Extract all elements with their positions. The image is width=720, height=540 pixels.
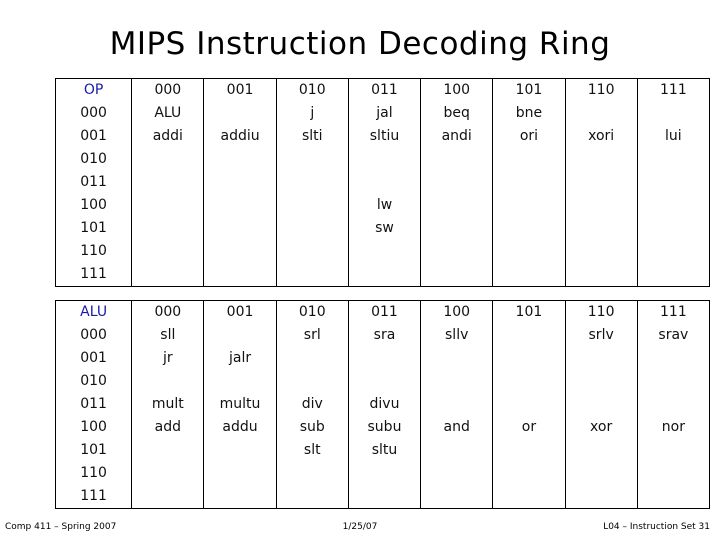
alu-cell: [276, 485, 348, 509]
opcode-cell: sltiu: [348, 125, 420, 148]
alu-cell: [421, 462, 493, 485]
alu-row: [56, 485, 710, 509]
opcode-cell: [493, 194, 565, 217]
alu-row: [56, 439, 710, 462]
alu-cell: [493, 347, 565, 370]
alu-cell: [637, 439, 709, 462]
alu-cell: [637, 393, 709, 416]
opcode-cell: jal: [348, 102, 420, 125]
opcode-row: [56, 148, 710, 171]
alu-cell: sub: [276, 416, 348, 439]
opcode-cell: [493, 171, 565, 194]
opcode-column-header: 101: [493, 79, 565, 103]
opcode-cell: [637, 240, 709, 263]
opcode-column-header: 111: [637, 79, 709, 103]
opcode-cell: [132, 171, 204, 194]
opcode-cell: [493, 263, 565, 287]
alu-cell: [132, 439, 204, 462]
alu-cell: [132, 370, 204, 393]
alu-cell: [276, 347, 348, 370]
alu-cell: subu: [348, 416, 420, 439]
alu-cell: [132, 462, 204, 485]
alu-cell: [637, 370, 709, 393]
opcode-column-header: 010: [276, 79, 348, 103]
alu-row-header: 111: [56, 485, 132, 509]
opcode-cell: [637, 263, 709, 287]
opcode-cell: addi: [132, 125, 204, 148]
opcode-column-header: 001: [204, 79, 276, 103]
opcode-row: [56, 194, 710, 217]
alu-column-header: 100: [421, 301, 493, 325]
alu-cell: [493, 324, 565, 347]
alu-row: [56, 347, 710, 370]
opcode-cell: [565, 171, 637, 194]
opcode-cell: [132, 240, 204, 263]
alu-column-header: 111: [637, 301, 709, 325]
footer-date: 1/25/07: [342, 522, 378, 532]
opcode-cell: [132, 148, 204, 171]
alu-cell: [637, 485, 709, 509]
opcode-cell: [204, 240, 276, 263]
opcode-cell: [204, 171, 276, 194]
alu-cell: [565, 462, 637, 485]
opcode-cell: [204, 102, 276, 125]
alu-row-header: 101: [56, 439, 132, 462]
opcode-row-header: 100: [56, 194, 132, 217]
footer-lecture: L04 – Instruction Set 31: [603, 522, 710, 532]
opcode-cell: [348, 171, 420, 194]
opcode-cell: [565, 148, 637, 171]
opcode-cell: [493, 240, 565, 263]
opcode-cell: bne: [493, 102, 565, 125]
alu-cell: [348, 370, 420, 393]
alu-cell: [565, 370, 637, 393]
opcode-cell: sw: [348, 217, 420, 240]
alu-cell: [132, 485, 204, 509]
alu-cell: [204, 485, 276, 509]
opcode-cell: [565, 194, 637, 217]
opcode-row-header: 010: [56, 148, 132, 171]
opcode-cell: lw: [348, 194, 420, 217]
alu-column-header: 001: [204, 301, 276, 325]
opcode-row: [56, 171, 710, 194]
alu-cell: srlv: [565, 324, 637, 347]
alu-cell: [493, 462, 565, 485]
alu-cell: [204, 370, 276, 393]
alu-cell: [348, 485, 420, 509]
opcode-corner-label: OP: [56, 79, 132, 103]
opcode-cell: [421, 240, 493, 263]
opcode-column-header: 000: [132, 79, 204, 103]
alu-row-header: 100: [56, 416, 132, 439]
alu-row: [56, 370, 710, 393]
alu-cell: sra: [348, 324, 420, 347]
alu-cell: [348, 347, 420, 370]
alu-row: [56, 301, 710, 325]
opcode-row-header: 011: [56, 171, 132, 194]
alu-cell: addu: [204, 416, 276, 439]
alu-cell: and: [421, 416, 493, 439]
opcode-cell: [421, 194, 493, 217]
opcode-cell: [276, 148, 348, 171]
opcode-cell: beq: [421, 102, 493, 125]
opcode-cell: [276, 217, 348, 240]
alu-row: [56, 324, 710, 347]
alu-cell: [493, 393, 565, 416]
opcode-cell: [565, 217, 637, 240]
alu-cell: sll: [132, 324, 204, 347]
opcode-cell: [204, 148, 276, 171]
opcode-cell: [348, 263, 420, 287]
opcode-column-header: 011: [348, 79, 420, 103]
opcode-cell: [565, 240, 637, 263]
alu-column-header: 010: [276, 301, 348, 325]
alu-cell: [565, 393, 637, 416]
alu-row: [56, 416, 710, 439]
opcode-cell: [637, 217, 709, 240]
alu-cell: srl: [276, 324, 348, 347]
alu-cell: sllv: [421, 324, 493, 347]
alu-cell: add: [132, 416, 204, 439]
alu-cell: [204, 324, 276, 347]
opcode-row: [56, 263, 710, 287]
opcode-row: [56, 217, 710, 240]
opcode-cell: [421, 217, 493, 240]
alu-funct-table: [55, 300, 710, 509]
opcode-cell: addiu: [204, 125, 276, 148]
alu-cell: jr: [132, 347, 204, 370]
alu-cell: [204, 439, 276, 462]
alu-cell: mult: [132, 393, 204, 416]
opcode-cell: lui: [637, 125, 709, 148]
alu-cell: xor: [565, 416, 637, 439]
alu-cell: [276, 462, 348, 485]
alu-cell: srav: [637, 324, 709, 347]
opcode-cell: [204, 194, 276, 217]
alu-cell: [276, 370, 348, 393]
opcode-cell: [348, 240, 420, 263]
alu-column-header: 011: [348, 301, 420, 325]
opcode-cell: j: [276, 102, 348, 125]
opcode-cell: [132, 194, 204, 217]
opcode-row: [56, 102, 710, 125]
opcode-row: [56, 125, 710, 148]
alu-cell: [637, 462, 709, 485]
opcode-cell: xori: [565, 125, 637, 148]
alu-column-header: 101: [493, 301, 565, 325]
opcode-cell: [421, 171, 493, 194]
alu-row-header: 010: [56, 370, 132, 393]
alu-row: [56, 462, 710, 485]
alu-cell: multu: [204, 393, 276, 416]
opcode-column-header: 100: [421, 79, 493, 103]
opcode-cell: andi: [421, 125, 493, 148]
opcode-cell: [421, 148, 493, 171]
opcode-row: [56, 240, 710, 263]
alu-cell: sltu: [348, 439, 420, 462]
alu-cell: [348, 462, 420, 485]
opcode-cell: [132, 217, 204, 240]
alu-cell: slt: [276, 439, 348, 462]
opcode-cell: [493, 148, 565, 171]
alu-corner-label: ALU: [56, 301, 132, 325]
alu-cell: [565, 439, 637, 462]
opcode-column-header: 110: [565, 79, 637, 103]
alu-cell: [565, 485, 637, 509]
alu-cell: [493, 485, 565, 509]
opcode-cell: [565, 263, 637, 287]
alu-cell: [421, 439, 493, 462]
opcode-row: [56, 79, 710, 103]
alu-cell: div: [276, 393, 348, 416]
opcode-cell: [276, 171, 348, 194]
alu-cell: [493, 439, 565, 462]
opcode-row-header: 111: [56, 263, 132, 287]
alu-cell: [421, 485, 493, 509]
opcode-cell: [637, 148, 709, 171]
alu-cell: [421, 393, 493, 416]
opcode-cell: [637, 171, 709, 194]
alu-cell: [204, 462, 276, 485]
opcode-cell: slti: [276, 125, 348, 148]
opcode-cell: ori: [493, 125, 565, 148]
opcode-row-header: 110: [56, 240, 132, 263]
opcode-row-header: 000: [56, 102, 132, 125]
alu-cell: [421, 370, 493, 393]
alu-row-header: 110: [56, 462, 132, 485]
opcode-cell: [276, 263, 348, 287]
alu-column-header: 000: [132, 301, 204, 325]
opcode-cell: ALU: [132, 102, 204, 125]
opcode-cell: [276, 194, 348, 217]
alu-cell: divu: [348, 393, 420, 416]
opcode-cell: [565, 102, 637, 125]
opcode-cell: [493, 217, 565, 240]
alu-cell: jalr: [204, 347, 276, 370]
opcode-row-header: 001: [56, 125, 132, 148]
alu-row-header: 001: [56, 347, 132, 370]
slide-title: MIPS Instruction Decoding Ring: [109, 26, 611, 62]
alu-row: [56, 393, 710, 416]
opcode-cell: [421, 263, 493, 287]
alu-cell: nor: [637, 416, 709, 439]
opcode-table: [55, 78, 710, 287]
opcode-cell: [132, 263, 204, 287]
opcode-cell: [637, 194, 709, 217]
opcode-cell: [204, 217, 276, 240]
opcode-cell: [637, 102, 709, 125]
alu-row-header: 000: [56, 324, 132, 347]
alu-cell: [637, 347, 709, 370]
footer-course: Comp 411 – Spring 2007: [5, 522, 117, 532]
opcode-cell: [348, 148, 420, 171]
alu-cell: [493, 370, 565, 393]
opcode-cell: [276, 240, 348, 263]
alu-cell: or: [493, 416, 565, 439]
alu-cell: [565, 347, 637, 370]
alu-cell: [421, 347, 493, 370]
opcode-cell: [204, 263, 276, 287]
opcode-row-header: 101: [56, 217, 132, 240]
alu-column-header: 110: [565, 301, 637, 325]
alu-row-header: 011: [56, 393, 132, 416]
